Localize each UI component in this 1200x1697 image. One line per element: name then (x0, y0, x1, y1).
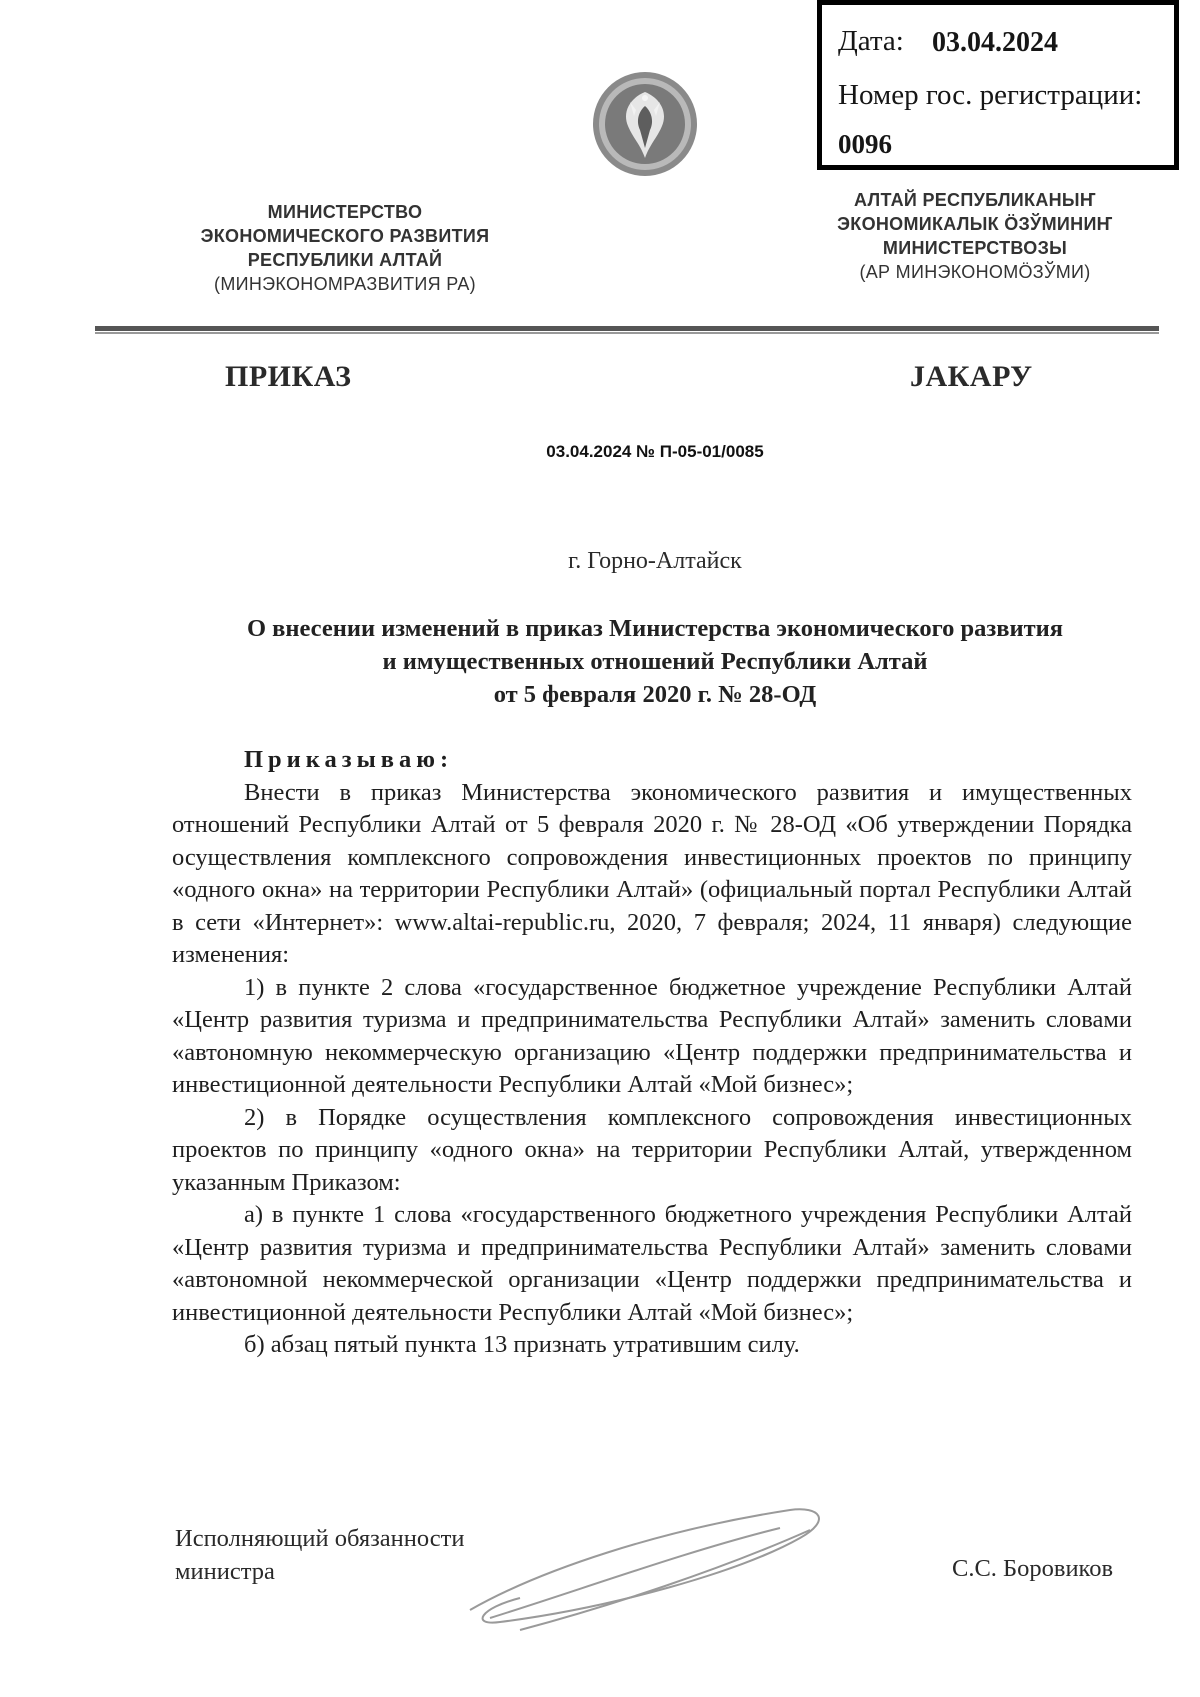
registration-box (817, 0, 1179, 170)
body-paragraph-5: б) абзац пятый пункта 13 признать утратившим силу. (244, 1331, 800, 1358)
header-divider (95, 326, 1159, 335)
signer-name: С.С. Боровиков (952, 1555, 1114, 1582)
coat-of-arms-icon (590, 68, 700, 180)
title-line3: от 5 февраля 2020 г. № 28-ОД (493, 681, 817, 708)
handwritten-signature (460, 1490, 840, 1640)
ministry-alt-line2: ЭКОНОМИКАЛЫК ÖЗЎМИНИҤ (837, 214, 1113, 234)
registration-number-label: Номер гос. регистрации: (838, 79, 1143, 111)
ministry-alt-line1: АЛТАЙ РЕСПУБЛИКАНЫҤ (854, 190, 1096, 210)
orders-heading: Приказываю: (244, 746, 454, 773)
body-paragraph-1: Внести в приказ Министерства экономического развития и имущественных отношений Республики Алтай от 5 февраля 2020 г. № 28-ОД «Об утверждении Порядка осуществления комплексного сопровождения инвестиционных проектов по принципу «одного окна» на территории Республики Алтай» (официальный портал Республики Алтай в сети «Интернет»: www.altai-republic.ru, 2020, 7 февраля; 2024, 11 января) следующие изменения: (172, 778, 1132, 968)
ministry-name-alt (800, 188, 1150, 284)
ministry-alt-line4: (АР МИНЭКОНОМÖЗЎМИ) (859, 262, 1091, 282)
order-word-ru: ПРИКАЗ (225, 360, 352, 393)
signer-position-line2: министра (175, 1558, 275, 1585)
registration-number-value: 0096 (838, 129, 892, 159)
title-line2: и имущественных отношений Республики Алтай (382, 648, 928, 675)
city: г. Горно-Алтайск (568, 548, 742, 574)
registration-date-value: 03.04.2024 (932, 27, 1058, 58)
body-paragraph-4: а) в пункте 1 слова «государственного бюджетного учреждения Республики Алтай «Центр развития туризма и предпринимательства Республики Алтай» заменить словами «автономной некоммерческой организации «Центр поддержки предпринимательства и инвестиционной деятельности Республики Алтай «Мой бизнес»; (172, 1201, 1132, 1326)
ministry-ru-line3: РЕСПУБЛИКИ АЛТАЙ (247, 250, 443, 270)
body-paragraph-3: 2) в Порядке осуществления комплексного сопровождения инвестиционных проектов по принципу «одного окна» на территории Республики Алтай, утвержденном указанным Приказом: (172, 1103, 1132, 1196)
ministry-ru-line1: МИНИСТЕРСТВО (267, 202, 423, 222)
order-word-alt: JАКАРУ (910, 360, 1033, 393)
ministry-ru-line4: (МИНЭКОНОМРАЗВИТИЯ РА) (214, 274, 476, 294)
ministry-ru-line2: ЭКОНОМИЧЕСКОГО РАЗВИТИЯ (200, 226, 490, 246)
signer-position (175, 1522, 464, 1588)
ministry-name-ru (170, 200, 520, 296)
ministry-alt-line3: МИНИСТЕРСТВОЗЫ (882, 238, 1068, 258)
document-body (172, 744, 1132, 1362)
document-title (160, 612, 1150, 711)
registration-date-label: Дата: (838, 25, 904, 57)
signer-position-line1: Исполняющий обязанности (175, 1525, 465, 1552)
body-paragraph-2: 1) в пункте 2 слова «государственное бюджетное учреждение Республики Алтай «Центр развития туризма и предпринимательства Республики Алтай» заменить словами «автономную некоммерческую организацию «Центр поддержки предпринимательства и инвестиционной деятельности Республики Алтай «Мой бизнес»; (172, 973, 1132, 1098)
document-number: 03.04.2024 № П-05-01/0085 (546, 442, 764, 461)
title-line1: О внесении изменений в приказ Министерства экономического развития (246, 615, 1064, 642)
